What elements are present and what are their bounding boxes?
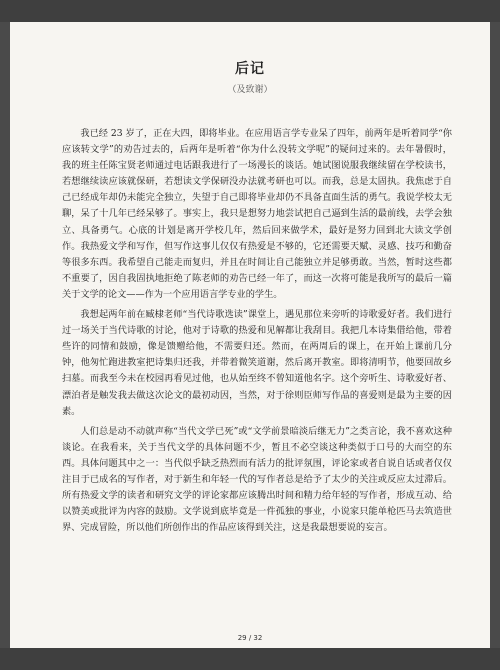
paragraph: 我已经 23 岁了，正在大四，即将毕业。在应用语言学专业呆了四年，前两年是听着同学“你应该转文学”的劝告过去的，后两年是听着“你为什么没转文学呢”的疑问过来的。去年暑假时，我的班主任陈宝贤老师通过电话跟我进行了一场漫长的谈话。她试图说服我继续留在学校读书，若想继续读应该就保研，若想读文学保研没办法就考研也可以。而我，总是太固执。我焦虑于自己已经成年却仍未能完全独立，失望于自己即将毕业却仍不具备直面生活的勇气。我说学校太无聊，呆了十几年已经呆够了。事实上，我只是想努力地尝试把自己逼到生活的最前线，去学会独立、具备勇气。心底的计划是离开学校几年，然后回来做学术，最好是努力回到北大读文学创作。我热爱文学和写作，但写作这事儿仅仅有热爱是不够的，它还需要天赋、灵感、技巧和勤奋等很多东西。我希望自己能走而复归，并且在时间让自己能独立并足够勇敢。当然，暂时这些都不重要了，因自我固执地拒绝了陈老师的劝告已经一年了，而这一次将可能是我所写的最后一篇关于文学的论文——作为一个应用语言学专业的学生。: [62, 128, 452, 300]
reader-bottom-bar: [0, 648, 500, 670]
document-page[interactable]: [10, 22, 490, 648]
paragraph: 我想起两年前在臧棣老师“当代诗歌选读”课堂上，遇见那位来旁听的诗歌爱好者。我们进行过一场关于当代诗歌的讨论，他对于诗歌的热爱和见解都让我刮目。我把几本诗集借给他，带着些许的同情和鼓励，像是馈赠给他，不需要归还。然而，在两周后的课上，在开始上课前几分钟，他匆忙跑进教室把诗集归还我，并带着微笑道谢，然后离开教室。即将清明节，他要回故乡扫墓。而我至今未在校园再看见过他，也从始至终不曾知道他名字。这个旁听生、诗歌爱好者、漂泊者是触发我去做这次论文的最初动因，当然，对于徐则臣师写作品的喜爱则是最为主要的因素。: [62, 309, 452, 417]
paragraph: 人们总是动不动就声称“当代文学已死”或“文学前景暗淡后继无力”之类言论，我不喜欢这种谈论。在我看来，关于当代文学的具体问题不少，暂且不必空谈这种类似于口号的大而空的东西。具体问题其中之一：当代似乎缺乏热烈而有活力的批评氛围，评论家或者自说自话或者仅仅注目于已成名的写作者，对于新生和年轻一代的写作者总是给予了太少的关注或反应太过滞后。所有热爱文学的读者和研究文学的评论家都应该腾出时间和精力给年轻的写作者，形成互动、给以赞美或批评为内容的鼓励。文学说到底毕竟是一件孤独的事业，小说家只能单枪匹马去筑造世界、完成冒险，所以他们所创作出的作品应该得到关注，这是我最想要说的妄言。: [62, 425, 452, 534]
page-number: 29 / 32: [237, 634, 263, 642]
body-text: [62, 126, 452, 536]
page-title: 后记: [235, 61, 265, 77]
reader-top-bar: [0, 0, 500, 22]
page-subtitle: （及致谢）: [227, 85, 273, 95]
